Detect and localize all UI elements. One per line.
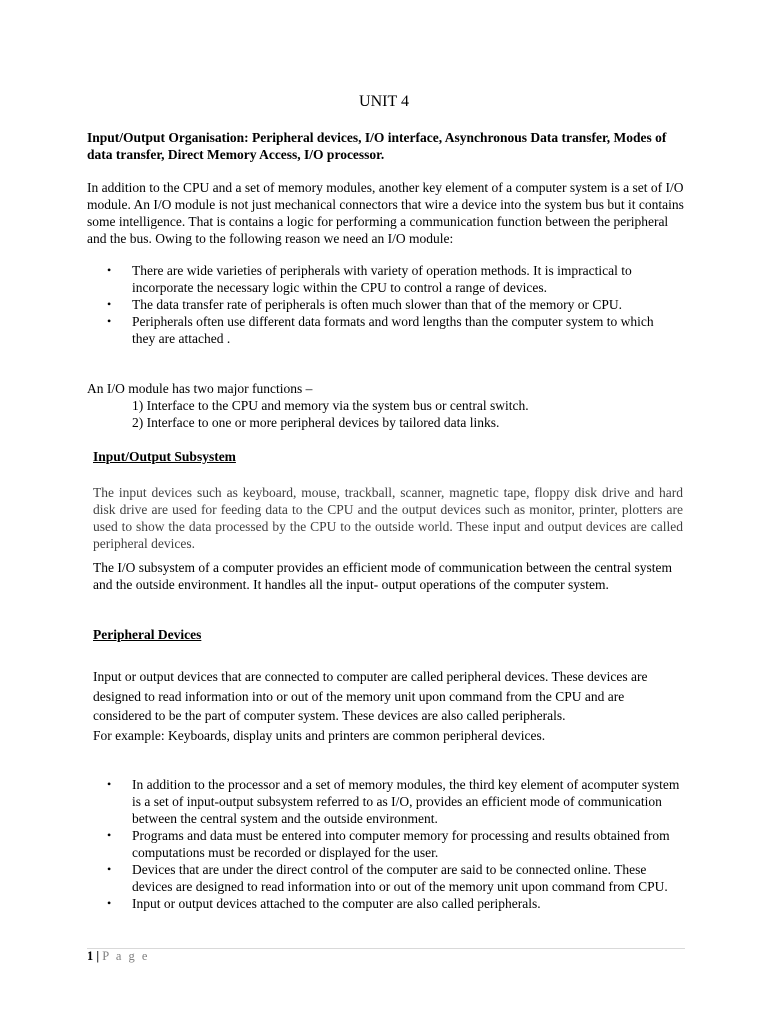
peripheral-points-list	[87, 776, 687, 912]
functions-intro: An I/O module has two major functions –	[87, 381, 313, 396]
list-item-text: Devices that are under the direct control of the computer are said to be connected online. These devices are designed to read information into or out of the memory unit upon command from CPU.	[132, 862, 668, 894]
list-item	[87, 861, 687, 895]
list-item-text: Input or output devices attached to the computer are also called peripherals.	[132, 896, 541, 911]
page-footer	[87, 949, 149, 964]
bullet-icon: •	[107, 263, 112, 277]
functions-list	[132, 397, 692, 431]
list-item-text: In addition to the processor and a set of memory modules, the third key element of acomputer system is a set of input-output subsystem referred to as I/O, provides an efficient mode of communication between the central system and the outside environment.	[132, 777, 680, 826]
function-item: 2) Interface to one or more peripheral devices by tailored data links.	[132, 415, 500, 430]
list-item	[87, 895, 687, 912]
bullet-icon: •	[107, 777, 112, 791]
list-item-text: Peripherals often use different data formats and word lengths than the computer system to which they are attached .	[132, 314, 654, 346]
list-item	[87, 296, 677, 313]
footer-divider	[87, 948, 685, 949]
peripheral-devices-paragraph: Input or output devices that are connected to computer are called peripheral devices. These devices are designed to read information into or out of the memory unit upon command from the CPU and are considered to be the part of computer system. These devices are also called peripherals.	[93, 669, 648, 723]
page-title: UNIT 4	[359, 93, 409, 110]
list-item	[87, 262, 677, 296]
intro-paragraph: In addition to the CPU and a set of memory modules, another key element of a computer system is a set of I/O module. An I/O module is not just mechanical connectors that wire a device into the system bus but it contains some intelligence. That is contains a logic for performing a communication function between the peripheral and the bus. Owing to the following reason we need an I/O module:	[87, 180, 684, 246]
reasons-list	[87, 262, 677, 347]
bullet-icon: •	[107, 896, 112, 910]
bullet-icon: •	[107, 314, 112, 328]
bullet-icon: •	[107, 862, 112, 876]
list-item-text: The data transfer rate of peripherals is often much slower than that of the memory or CPU.	[132, 297, 622, 312]
peripheral-devices-text	[93, 667, 683, 745]
peripheral-devices-example: For example: Keyboards, display units and printers are common peripheral devices.	[93, 727, 546, 743]
io-subsystem-paragraph: The I/O subsystem of a computer provides an efficient mode of communication between the central system and the outside environment. It handles all the input- output operations of the computer system.	[93, 560, 672, 592]
page-label: P a g e	[102, 949, 150, 963]
list-item-text: Programs and data must be entered into computer memory for processing and results obtained from computations must be recorded or displayed for the user.	[132, 828, 670, 860]
unit-topics: Input/Output Organisation: Peripheral devices, I/O interface, Asynchronous Data transfer, Modes of data transfer, Direct Memory Access, I/O processor.	[87, 130, 667, 162]
bullet-icon: •	[107, 297, 112, 311]
io-devices-paragraph: The input devices such as keyboard, mouse, trackball, scanner, magnetic tape, floppy disk drive and hard disk drive are used for feeding data to the CPU and the output devices such as monitor, printer, plotters are used to show the data processed by the CPU to the outside world. These input and output devices are called peripheral devices.	[93, 485, 683, 551]
io-subsystem-heading: Input/Output Subsystem	[93, 449, 236, 464]
footer-separator: |	[93, 949, 103, 963]
function-item: 1) Interface to the CPU and memory via the system bus or central switch.	[132, 398, 529, 413]
list-item-text: There are wide varieties of peripherals with variety of operation methods. It is impractical to incorporate the necessary logic within the CPU to control a range of devices.	[132, 263, 632, 295]
page-number: 1	[87, 949, 94, 963]
bullet-icon: •	[107, 828, 112, 842]
list-item	[87, 776, 687, 827]
list-item	[87, 313, 677, 347]
list-item	[87, 827, 687, 861]
peripheral-devices-heading: Peripheral Devices	[93, 627, 202, 642]
